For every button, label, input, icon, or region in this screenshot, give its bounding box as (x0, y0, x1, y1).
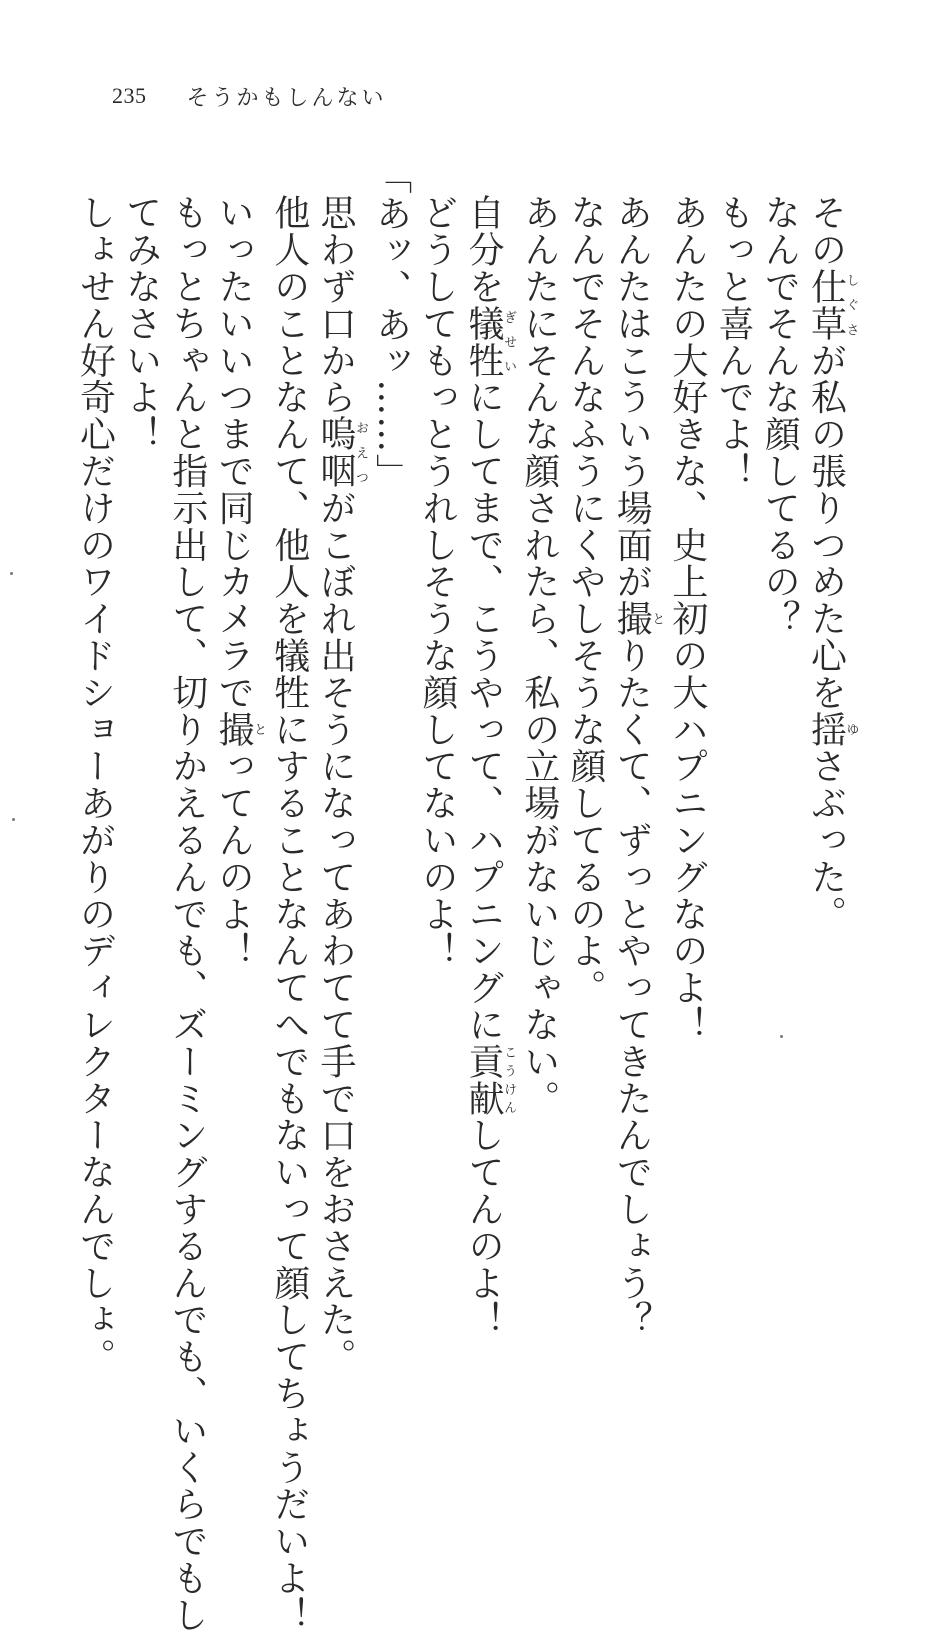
text-line-11: 思わず口から嗚咽おえつがこぼれ出そうになってあわてて手で口をおさえた。 (314, 194, 368, 1375)
furigana-to: 撮と (611, 599, 665, 637)
text-line-14: もっとちゃんと指示出して、切りかえるんでも、ズーミングするんでも、いくらでもし (166, 194, 208, 1633)
text-line-12: 他人のことなんて、他人を犠牲にすることなんてへでもないって顔してちょうだいよ！ (268, 194, 310, 1633)
text-line-10: 「あッ、あッ……」 (370, 158, 412, 491)
furigana-gisei: 犠牲ぎせい (463, 304, 517, 379)
text-line-7: あんたにそんな顔されたら、私の立場がないじゃない。 (518, 194, 560, 1117)
text-line-6: なんでそんなふうにくやしそうな顔してるのよ。 (564, 194, 606, 1006)
text-line-13: いったいいつまで同じカメラで撮とってんのよ！ (213, 194, 267, 969)
running-title: そうかもしんない (186, 85, 387, 111)
page-number: 235 (112, 83, 147, 108)
text-line-15: てみなさいよ！ (120, 194, 162, 453)
scan-speck (780, 1035, 783, 1038)
furigana-to-2: 撮と (213, 710, 267, 748)
scan-speck (12, 818, 15, 821)
text-line-5: あんたはこういう場面が撮とりたくて、ずっとやってきたんでしょう？ (611, 194, 665, 1338)
vertical-body-text (74, 158, 859, 1633)
scan-speck (10, 572, 13, 575)
text-line-4: あんたの大好きな、史上初の大ハプニングなのよ！ (666, 194, 708, 1043)
text-line-2: なんでそんな顔してるの？ (759, 194, 801, 637)
text-line-8: 自分を犠牲ぎせいにしてまで、こうやって、ハプニングに貢献こうけんしてんのよ！ (463, 194, 517, 1338)
furigana-shigusa: 仕草しぐさ (805, 267, 859, 342)
text-line-16: しょせん好奇心だけのワイドショーあがりのディレクターなんでしょ。 (74, 194, 116, 1375)
furigana-oetsu: 嗚咽おえつ (314, 415, 368, 490)
page-header (112, 78, 387, 114)
text-line-1: その仕草しぐさが私の張りつめた心を揺ゆさぶった。 (805, 194, 859, 933)
text-line-3: もっと喜んでよ！ (713, 194, 755, 490)
furigana-yu: 揺ゆ (805, 710, 859, 748)
text-line-9: どうしてもっとうれしそうな顔してないのよ！ (416, 194, 458, 969)
furigana-kouken: 貢献こうけん (463, 1042, 517, 1117)
